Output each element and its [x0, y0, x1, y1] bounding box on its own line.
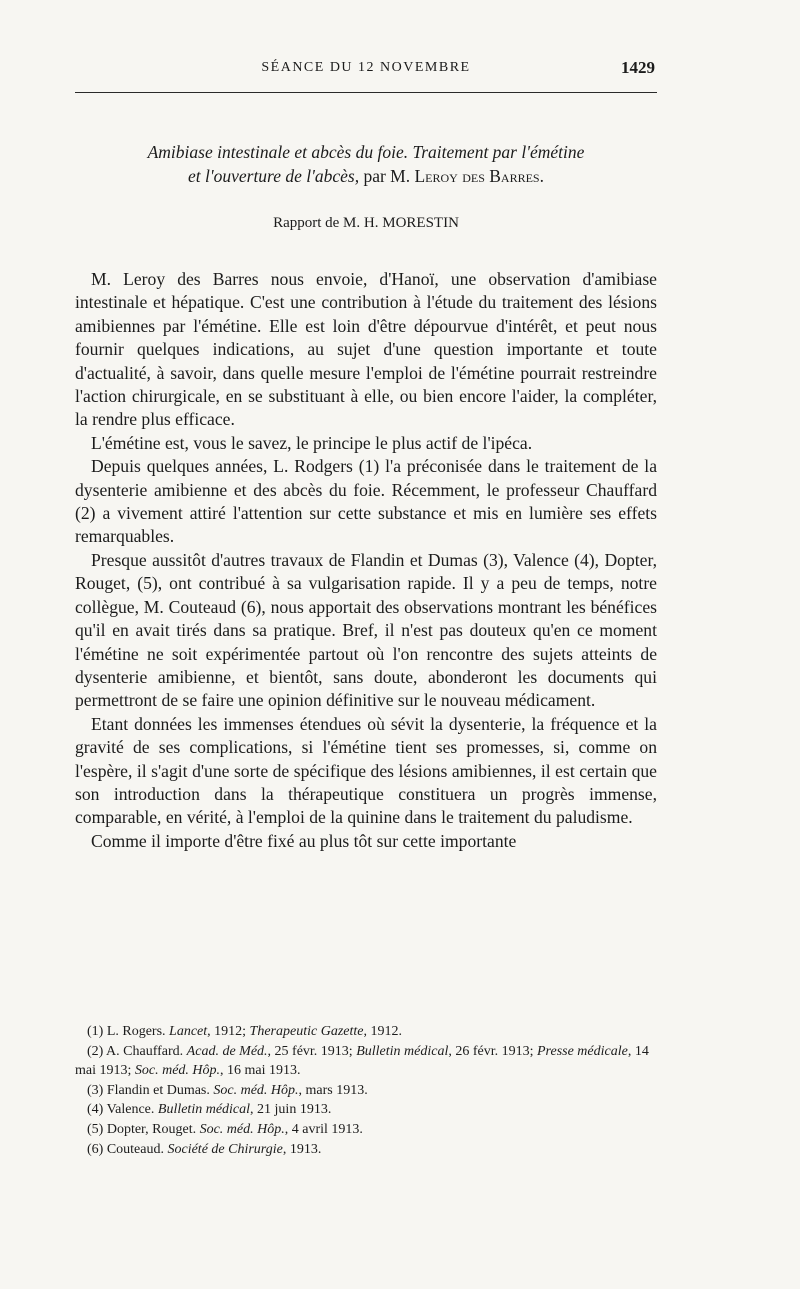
footnote-source: Therapeutic Gazette	[249, 1024, 364, 1039]
report-line: Rapport de M. H. MORESTIN	[273, 215, 459, 231]
footnote-number: (4)	[87, 1102, 104, 1118]
footnote-text: Couteaud.	[103, 1141, 168, 1157]
body-text	[75, 268, 657, 853]
footnote	[75, 1100, 657, 1120]
footnote-text: A. Chauffard.	[103, 1043, 187, 1059]
title-by: par M.	[363, 166, 411, 186]
article-title-line-1	[75, 140, 657, 164]
footnote-source: Acad. de Méd.	[186, 1043, 268, 1059]
footnote-text: Valence.	[103, 1102, 158, 1118]
footnote-number: (1)	[87, 1024, 104, 1039]
footnote-source: Soc. méd. Hôp.	[199, 1121, 285, 1137]
footnote-text: Flandin et Dumas.	[103, 1082, 214, 1098]
footnote-text: , 26 févr. 1913;	[448, 1043, 537, 1059]
running-title: SÉANCE DU 12 NOVEMBRE	[261, 60, 471, 75]
footnote-source: Bulletin médical	[157, 1102, 251, 1118]
footnote-text: , 1912.	[363, 1024, 402, 1039]
footnote-number: (6)	[87, 1141, 104, 1157]
footnote-source: Lancet	[169, 1024, 208, 1039]
footnote-source: Société de Chirurgie	[167, 1141, 283, 1157]
footnote-text: , 25 févr. 1913;	[267, 1043, 357, 1059]
title-text: Amibiase intestinale et abcès du foie. Traitement par l'émétine	[147, 142, 585, 162]
footnote-text: , 21 juin 1913.	[250, 1102, 332, 1118]
footnote-text: , 1913.	[282, 1141, 322, 1157]
footnote-number: (5)	[87, 1121, 104, 1137]
footnote-text: , 14 mai 1913;	[75, 1043, 649, 1079]
title-author: Leroy des Barres.	[414, 166, 544, 186]
footnote-source: Soc. méd. Hôp.	[213, 1082, 299, 1098]
footnote-source: Bulletin médical	[356, 1043, 449, 1059]
footnote	[75, 1140, 657, 1160]
footnote-source: Presse médicale	[537, 1043, 628, 1059]
footnote-number: (2)	[87, 1043, 104, 1059]
footnote-text: L. Rogers.	[103, 1024, 170, 1039]
header-rule	[75, 92, 657, 93]
footnote-number: (3)	[87, 1082, 104, 1098]
footnote	[75, 1042, 657, 1081]
paragraph: L'émétine est, vous le savez, le principe le plus actif de l'ipéca.	[91, 432, 533, 453]
running-header	[75, 56, 657, 80]
footnote-text: , 1912;	[207, 1024, 250, 1039]
article-title-line-2	[75, 164, 657, 188]
footnote-text: Dopter, Rouget.	[103, 1121, 200, 1137]
footnote	[75, 1081, 657, 1101]
paragraph: Presque aussitôt d'autres travaux de Flandin et Dumas (3), Valence (4), Dopter, Rouget, (5), ont contribué à sa vulgarisation rapide. Il y a peu de temps, notre collègue, M. Couteaud (6), nous apportait des observations montrant les bénéfices qu'il en avait tirés dans sa pratique. Bref, il n'est pas douteux qu'en ce moment l'émétine ne soit expérimentée partout où l'on rencontre des sujets atteints de dysenterie amibienne, et bientôt, sans doute, abonderont les documents qui permettront de se faire une opinion définitive sur le nouveau médicament.	[75, 549, 657, 711]
paragraph: Comme il importe d'être fixé au plus tôt sur cette importante	[91, 830, 517, 851]
page-number: 1429	[621, 58, 655, 77]
footnotes	[75, 1022, 657, 1159]
footnote	[75, 1120, 657, 1140]
paragraph: Etant données les immenses étendues où sévit la dysenterie, la fréquence et la gravité de ses complications, si l'émétine tient ses promesses, si, comme on l'espère, il s'agit d'une sorte de spécifique des lésions amibiennes, il est certain que son introduction dans la thérapeutique constituera un progrès immense, comparable, en vérité, à l'emploi de la quinine dans le traitement du paludisme.	[75, 713, 657, 828]
footnote-text: , 16 mai 1913.	[220, 1063, 301, 1079]
title-text-continued: et l'ouverture de l'abcès,	[187, 166, 360, 186]
footnote	[75, 1022, 657, 1042]
paragraph: M. Leroy des Barres nous envoie, d'Hanoï, une observation d'amibiase intestinale et hépatique. C'est une contribution à l'étude du traitement des lésions amibiennes par l'émétine. Elle est loin d'être dépourvue d'intérêt, et peut nous fournir quelques indications, au sujet d'une question importante et toute d'actualité, à savoir, dans quelle mesure l'emploi de l'émétine pourrait restreindre l'action chirurgicale, en se substituant à elle, ou bien encore l'aider, la compléter, la rendre plus efficace.	[75, 269, 657, 430]
footnote-text: , 4 avril 1913.	[284, 1121, 363, 1137]
footnote-text: , mars 1913.	[298, 1082, 368, 1098]
paragraph: Depuis quelques années, L. Rodgers (1) l'a préconisée dans le traitement de la dysenterie amibienne et des abcès du foie. Récemment, le professeur Chauffard (2) a vivement attiré l'attention sur cette substance et mis en lumière ses effets remarquables.	[75, 456, 657, 547]
footnote-source: Soc. méd. Hôp.	[134, 1063, 221, 1079]
article-title	[75, 140, 657, 188]
